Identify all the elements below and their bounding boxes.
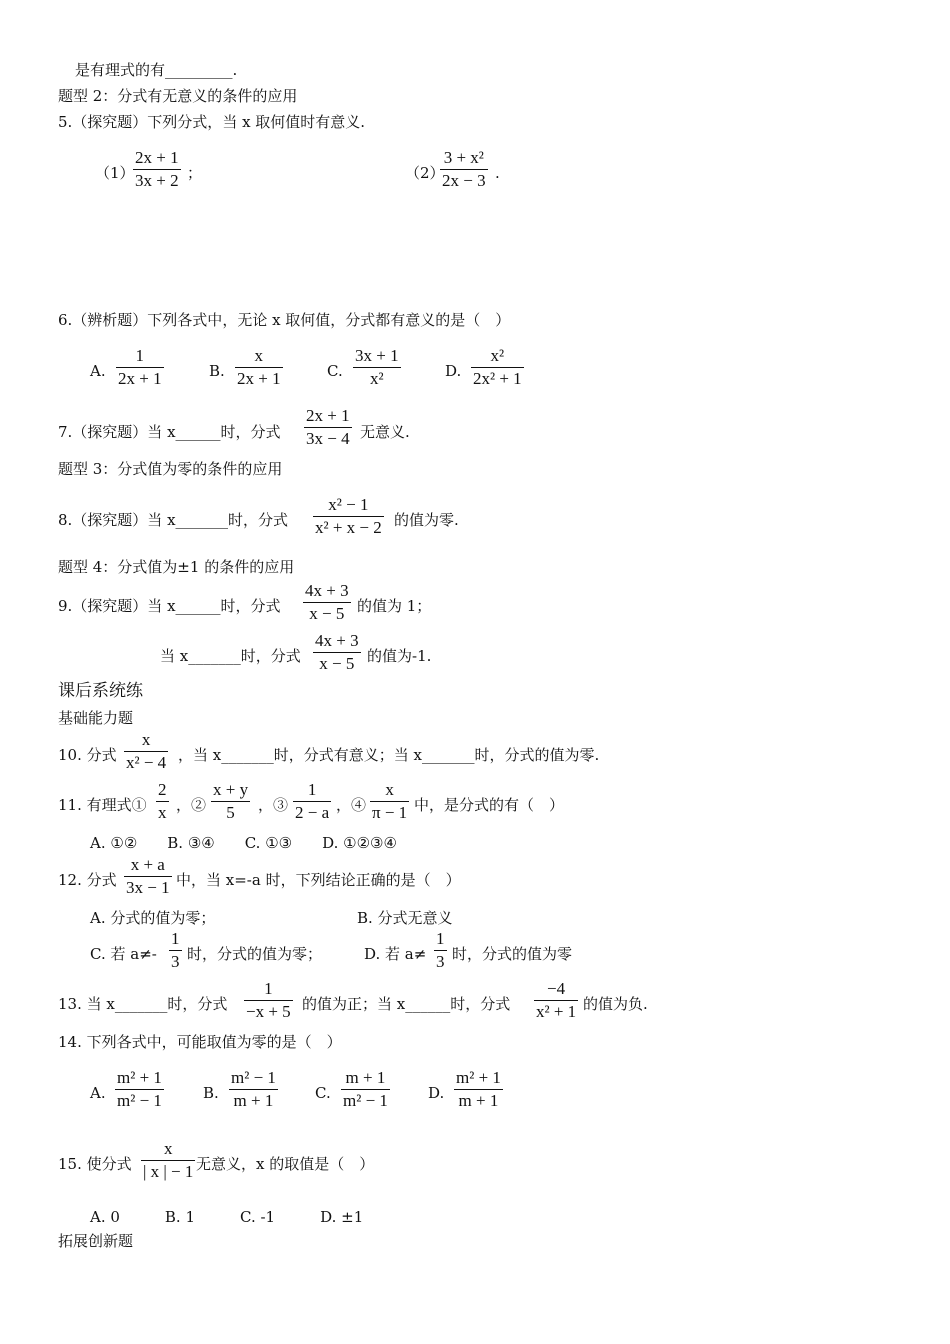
question-13-end: 的值为负. [583,995,648,1013]
q13-fraction-2 [534,979,578,1022]
fraction-bar [440,169,488,170]
fraction-bar [293,801,331,802]
question-10-start: 10. 分式 [58,746,117,764]
fraction-bar [454,1089,503,1090]
q9-fraction-2 [313,631,361,674]
heading-type-3: 题型 3：分式值为零的条件的应用 [58,460,283,478]
question-12-end: 中，当 x=-a 时，下列结论正确的是（ ） [176,871,461,889]
q13-fraction-1 [244,979,293,1022]
q5-part2-end: . [495,164,500,182]
q14-option-d: D. [428,1084,445,1102]
q12-fraction-d [434,929,447,972]
q14-fraction-d [454,1068,503,1111]
fraction-numerator: x + a [130,855,165,874]
question-12-start: 12. 分式 [58,871,117,889]
q14-fraction-a [115,1068,164,1111]
fraction-numerator: 2x + 1 [306,406,350,425]
fraction-denominator: x − 5 [309,604,345,623]
q11-sep-3: ，③ [258,796,289,814]
question-14: 14. 下列各式中，可能取值为零的是（ ） [58,1033,342,1051]
fraction-denominator: x² + 1 [536,1002,577,1021]
fraction-bar [229,1089,278,1090]
q14-fraction-b [229,1068,278,1111]
fraction-bar [141,1160,195,1161]
fraction-numerator: 3x + 1 [355,346,399,365]
fraction-denominator: 2 − a [295,803,330,822]
fraction-denominator: 3x + 2 [135,171,179,190]
q14-option-c: C. [315,1084,331,1102]
fraction-bar [304,427,352,428]
q12-option-a: A. 分式的值为零； [90,909,216,927]
fraction-numerator: x² [490,346,505,365]
fraction-bar [471,367,524,368]
fraction-numerator: m² − 1 [231,1068,276,1087]
q12-option-d-end: 时，分式的值为零 [452,945,573,963]
fraction-bar [434,950,447,951]
fraction-bar [303,602,351,603]
q11-fraction-3 [293,780,331,823]
question-9-mid: 的值为 1； [357,597,432,615]
heading-type-4: 题型 4：分式值为±1 的条件的应用 [58,558,295,576]
fraction-denominator: m + 1 [458,1091,499,1110]
fraction-numerator: −4 [547,979,566,998]
question-6: 6.（辨析题）下列各式中，无论 x 取何值，分式都有意义的是（ ） [58,311,511,329]
q5-fraction-2 [440,148,488,191]
q5-part1-label: （1） [95,164,135,182]
q6-fraction-d [471,346,524,389]
fraction-numerator: x [254,346,264,365]
q8-fraction [313,495,384,538]
fraction-bar [124,751,168,752]
fraction-numerator: 1 [135,346,145,365]
section-extension: 拓展创新题 [58,1232,134,1250]
fraction-numerator: x + y [213,780,249,799]
q6-option-c: C. [327,362,343,380]
fraction-bar [341,1089,390,1090]
fraction-bar [370,801,409,802]
fraction-denominator: | x | − 1 [143,1162,194,1181]
q6-fraction-b [235,346,283,389]
fraction-numerator: 4x + 3 [315,631,359,650]
q11-fraction-4 [370,780,409,823]
question-7-end: 无意义. [360,423,410,441]
question-15-end: 无意义，x 的取值是（ ） [196,1155,375,1173]
fraction-bar [156,801,169,802]
question-11-start: 11. 有理式① [58,796,147,814]
q12-fraction [124,855,172,898]
fraction-bar [124,876,172,877]
q14-option-b: B. [203,1084,219,1102]
fraction-denominator: x [158,803,167,822]
q14-fraction-c [341,1068,390,1111]
q7-fraction [304,406,352,449]
q6-option-a: A. [90,362,106,380]
fraction-numerator: 3 + x² [443,148,484,167]
question-13-mid: 的值为正；当 x______时，分式 [302,995,511,1013]
fraction-bar [116,367,164,368]
fraction-numerator: 2x + 1 [135,148,179,167]
q5-part1-end: ； [187,164,203,182]
question-8-start: 8.（探究题）当 x_______时，分式 [58,511,289,529]
fraction-denominator: 2x² + 1 [473,369,522,388]
fraction-denominator: m² − 1 [117,1091,162,1110]
fraction-denominator: 2x + 1 [118,369,162,388]
fraction-bar [313,652,361,653]
fraction-denominator: x² + x − 2 [315,518,382,537]
q11-options: A. ①② B. ③④ C. ①③ D. ①②③④ [90,834,397,852]
q5-part2-label: （2） [405,164,445,182]
fraction-denominator: m² − 1 [343,1091,388,1110]
question-9-end: 的值为-1. [367,647,432,665]
q6-option-b: B. [209,362,225,380]
question-13-start: 13. 当 x_______时，分式 [58,995,228,1013]
fraction-denominator: −x + 5 [246,1002,291,1021]
q15-fraction [141,1139,195,1182]
q12-option-c-start: C. 若 a≠- [90,945,157,963]
fraction-bar [169,950,182,951]
fraction-numerator: 2 [158,780,167,799]
fraction-bar [313,516,384,517]
fraction-denominator: 3x − 1 [126,878,170,897]
question-9-start: 9.（探究题）当 x______时，分式 [58,597,281,615]
q9-fraction-1 [303,581,351,624]
fraction-denominator: 3x − 4 [306,429,350,448]
fraction-numerator: 1 [171,929,180,948]
q6-option-d: D. [445,362,462,380]
question-5: 5.（探究题）下列分式，当 x 取何值时有意义. [58,113,366,131]
question-15-start: 15. 使分式 [58,1155,132,1173]
fraction-denominator: 2x + 1 [237,369,281,388]
question-8-end: 的值为零. [394,511,459,529]
fraction-denominator: m + 1 [233,1091,274,1110]
fraction-bar [353,367,401,368]
q12-option-b: B. 分式无意义 [357,909,453,927]
section-basic: 基础能力题 [58,709,134,727]
q12-option-c-end: 时，分式的值为零； [187,945,323,963]
q11-fraction-2 [211,780,250,823]
fraction-denominator: x² [369,369,384,388]
q12-fraction-c [169,929,182,972]
section-after-class: 课后系统练 [58,681,143,701]
q6-fraction-c [353,346,401,389]
q15-options: A. 0 B. 1 C. -1 D. ±1 [90,1208,364,1226]
fraction-denominator: 3 [436,952,445,971]
fraction-denominator: x² − 4 [126,753,167,772]
fraction-bar [235,367,283,368]
q11-sep-2: ，② [176,796,207,814]
fraction-bar [211,801,250,802]
q11-sep-4: ，④ [336,796,367,814]
q5-fraction-1 [133,148,181,191]
fraction-numerator: m + 1 [345,1068,386,1087]
fraction-numerator: 1 [264,979,273,998]
fraction-numerator: x [385,780,394,799]
fraction-numerator: m² + 1 [117,1068,162,1087]
fraction-denominator: x − 5 [319,654,355,673]
question-9-second-start: 当 x_______时，分式 [160,647,301,665]
fraction-bar [115,1089,164,1090]
question-7-start: 7.（探究题）当 x______时，分式 [58,423,281,441]
fraction-numerator: 1 [436,929,445,948]
q14-option-a: A. [90,1084,106,1102]
fraction-numerator: x [141,730,151,749]
fraction-bar [244,1000,293,1001]
fraction-denominator: π − 1 [372,803,408,822]
fraction-denominator: 3 [171,952,180,971]
fraction-denominator: 2x − 3 [442,171,486,190]
fraction-numerator: 1 [307,780,317,799]
line-rational-answer: 是有理式的有_________. [75,61,238,79]
q12-option-d-start: D. 若 a≠ [364,945,427,963]
fraction-numerator: x [163,1139,173,1158]
fraction-numerator: x² − 1 [328,495,369,514]
question-11-end: 中，是分式的有（ ） [414,796,565,814]
fraction-bar [534,1000,578,1001]
q11-fraction-1 [156,780,169,823]
q10-fraction [124,730,168,773]
fraction-denominator: 5 [226,803,235,822]
fraction-bar [133,169,181,170]
q6-fraction-a [116,346,164,389]
fraction-numerator: 4x + 3 [305,581,349,600]
heading-type-2: 题型 2：分式有无意义的条件的应用 [58,87,298,105]
question-10-end: ，当 x_______时，分式有意义；当 x_______时，分式的值为零. [178,746,600,764]
fraction-numerator: m² + 1 [456,1068,501,1087]
